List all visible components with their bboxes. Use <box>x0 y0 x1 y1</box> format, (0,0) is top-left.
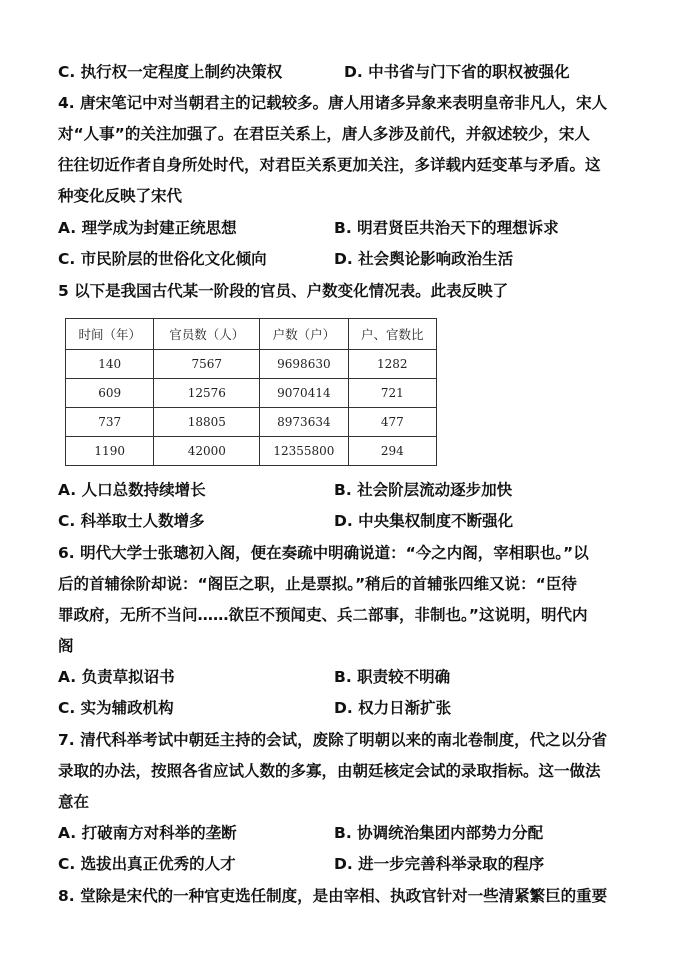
q6-stem-line-3: 罪政府，无所不当问……欲臣不预闻吏、兵二部事，非制也。”这说明，明代内 <box>58 606 588 624</box>
q4-option-b[interactable]: B. 明君贤臣共治天下的理想诉求 <box>334 219 559 237</box>
q4-option-d[interactable]: D. 社会舆论影响政治生活 <box>334 250 514 268</box>
q4-stem-line-4: 种变化反映了宋代 <box>58 187 183 205</box>
table-header-cell: 户数（户） <box>260 319 348 350</box>
table-cell: 9070414 <box>260 379 348 408</box>
q4-option-a[interactable]: A. 理学成为封建正统思想 <box>58 219 237 237</box>
q6-stem-line-2: 后的首辅徐阶却说：“阁臣之职，止是票拟。”稍后的首辅张四维又说：“臣待 <box>58 575 577 593</box>
table-cell: 721 <box>348 379 436 408</box>
q6-option-d[interactable]: D. 权力日渐扩张 <box>334 699 452 717</box>
q3-option-c[interactable]: C. 执行权一定程度上制约决策权 <box>58 63 283 81</box>
table-header-cell: 户、官数比 <box>348 319 436 350</box>
q5-data-table <box>65 318 437 466</box>
q8-stem-line-1: 8. 堂除是宋代的一种官吏选任制度，是由宰相、执政官针对一些清紧繁巨的重要 <box>58 887 608 905</box>
q7-stem-line-3: 意在 <box>58 793 90 811</box>
table-cell: 609 <box>66 379 154 408</box>
q6-option-b[interactable]: B. 职责较不明确 <box>334 668 451 686</box>
q6-option-a[interactable]: A. 负责草拟诏书 <box>58 668 175 686</box>
table-header-cell: 时间（年） <box>66 319 154 350</box>
q7-options-row-1 <box>58 823 658 843</box>
q6-options-row-1 <box>58 667 658 687</box>
table-cell: 140 <box>66 350 154 379</box>
q3-option-d[interactable]: D. 中书省与门下省的职权被强化 <box>344 63 570 81</box>
table-cell: 18805 <box>154 408 260 437</box>
q6-stem-line-1: 6. 明代大学士张璁初入阁，便在奏疏中明确说道：“今之内阁，宰相职也。”以 <box>58 544 589 562</box>
table-header-cell: 官员数（人） <box>154 319 260 350</box>
table-cell: 294 <box>348 437 436 466</box>
table-header-row <box>66 319 437 350</box>
q5-option-b[interactable]: B. 社会阶层流动逐步加快 <box>334 481 513 499</box>
table-row <box>66 437 437 466</box>
table-cell: 1190 <box>66 437 154 466</box>
q5-option-d[interactable]: D. 中央集权制度不断强化 <box>334 512 514 530</box>
table-cell: 12355800 <box>260 437 348 466</box>
q5-stem-line-1: 5 以下是我国古代某一阶段的官员、户数变化情况表。此表反映了 <box>58 282 509 300</box>
table-row <box>66 379 437 408</box>
q7-stem-line-2: 录取的办法，按照各省应试人数的多寡，由朝廷核定会试的录取指标。这一做法 <box>58 762 601 780</box>
q4-stem-line-2: 对“人事”的关注加强了。在君臣关系上，唐人多涉及前代，并叙述较少，宋人 <box>58 125 590 143</box>
q6-option-c[interactable]: C. 实为辅政机构 <box>58 699 174 717</box>
q4-option-c[interactable]: C. 市民阶层的世俗化文化倾向 <box>58 250 267 268</box>
q5-options-row-2 <box>58 511 658 531</box>
table-cell: 7567 <box>154 350 260 379</box>
table-cell: 12576 <box>154 379 260 408</box>
q4-stem-line-3: 往往切近作者自身所处时代，对君臣关系更加关注，多详载内廷变革与矛盾。这 <box>58 156 601 174</box>
table-cell: 737 <box>66 408 154 437</box>
q6-stem-line-4: 阁 <box>58 637 74 655</box>
q6-options-row-2 <box>58 698 658 718</box>
q5-options-row-1 <box>58 480 658 500</box>
table-cell: 9698630 <box>260 350 348 379</box>
table-cell: 42000 <box>154 437 260 466</box>
q4-options-row-2 <box>58 249 658 269</box>
q3-options-row-2 <box>58 62 658 82</box>
q7-option-d[interactable]: D. 进一步完善科举录取的程序 <box>334 855 545 873</box>
table-row <box>66 350 437 379</box>
q7-stem-line-1: 7. 清代科举考试中朝廷主持的会试，废除了明朝以来的南北卷制度，代之以分省 <box>58 731 608 749</box>
q5-option-a[interactable]: A. 人口总数持续增长 <box>58 481 206 499</box>
q7-option-a[interactable]: A. 打破南方对科举的垄断 <box>58 824 237 842</box>
q7-options-row-2 <box>58 854 658 874</box>
q7-option-b[interactable]: B. 协调统治集团内部势力分配 <box>334 824 544 842</box>
q7-option-c[interactable]: C. 选拔出真正优秀的人才 <box>58 855 236 873</box>
q5-option-c[interactable]: C. 科举取士人数增多 <box>58 512 205 530</box>
q4-stem-line-1: 4. 唐宋笔记中对当朝君主的记载较多。唐人用诸多异象来表明皇帝非凡人，宋人 <box>58 94 608 112</box>
table-cell: 8973634 <box>260 408 348 437</box>
table-cell: 477 <box>348 408 436 437</box>
q4-options-row-1 <box>58 218 658 238</box>
table-cell: 1282 <box>348 350 436 379</box>
table-row <box>66 408 437 437</box>
